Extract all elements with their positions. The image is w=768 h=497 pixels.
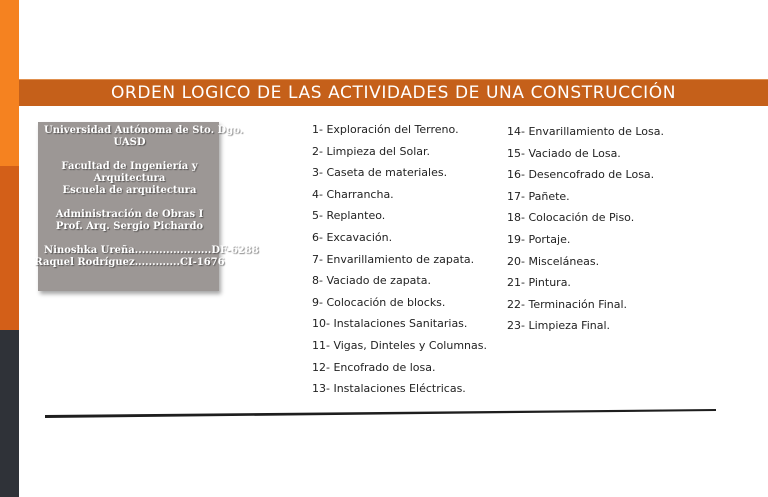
professor-name: Prof. Arq. Sergio Pichardo: [55, 221, 204, 232]
list-item: 21- Pintura.: [507, 276, 571, 290]
page-title: ORDEN LOGICO DE LAS ACTIVIDADES DE UNA CONSTRUCCIÓN: [110, 83, 677, 103]
university-abbr: UASD: [113, 137, 146, 148]
activity-list-1: [312, 121, 487, 402]
list-item: 18- Colocación de Piso.: [507, 211, 635, 225]
side-accent-orange: [0, 0, 19, 166]
list-item: 5- Replanteo.: [312, 209, 386, 223]
side-accent-charcoal: [0, 330, 19, 497]
student-2-id: CI-1676: [179, 257, 225, 268]
list-item: 8- Vaciado de zapata.: [312, 274, 431, 288]
list-item: 6- Excavación.: [312, 230, 393, 244]
list-item: 2- Limpieza del Solar.: [312, 144, 431, 158]
list-item: 15- Vaciado de Losa.: [507, 146, 621, 160]
student-1-id: DF-6288: [211, 245, 259, 256]
school-name: Escuela de arquitectura: [62, 185, 197, 196]
list-item: 19- Portaje.: [507, 232, 571, 246]
list-item: 7- Envarillamiento de zapata.: [312, 252, 475, 266]
title-band: [19, 79, 768, 106]
divider-line: [45, 409, 716, 418]
list-item: 11- Vigas, Dinteles y Columnas.: [312, 338, 487, 352]
student-2-name: Raquel Rodríguez: [34, 257, 135, 268]
list-item: 10- Instalaciones Sanitarias.: [312, 317, 468, 331]
student-1-line: Ninoshka Ureña...................... DF-6288: [44, 245, 259, 256]
university-name: Universidad Autónoma de Sto. Dgo.: [44, 125, 244, 136]
faculty-line-2: Arquitectura: [93, 173, 166, 184]
activity-list-2: [507, 123, 664, 339]
list-item: 12- Encofrado de losa.: [312, 360, 436, 374]
course-name: Administración de Obras I: [55, 209, 204, 220]
list-item: 1- Exploración del Terreno.: [312, 123, 459, 136]
list-item: 3- Caseta de materiales.: [312, 166, 448, 180]
list-item: 13- Instalaciones Eléctricas.: [312, 382, 466, 396]
info-box: [34, 122, 259, 291]
list-item: 17- Pañete.: [507, 189, 570, 203]
list-item: 20- Misceláneas.: [507, 254, 600, 268]
list-item: 14- Envarillamiento de Losa.: [507, 125, 664, 138]
faculty-line-1: Facultad de Ingeniería y: [61, 161, 198, 172]
side-accent-dark-orange: [0, 166, 19, 330]
student-2-line: Raquel Rodríguez.............CI-1676: [34, 257, 225, 268]
list-item: 4- Charrancha.: [312, 187, 394, 201]
list-item: 23- Limpieza Final.: [507, 319, 611, 333]
list-item: 9- Colocación de blocks.: [312, 295, 446, 309]
list-item: 16- Desencofrado de Losa.: [507, 168, 655, 182]
student-1-name: Ninoshka Ureña: [44, 245, 135, 256]
list-item: 22- Terminación Final.: [507, 297, 628, 311]
